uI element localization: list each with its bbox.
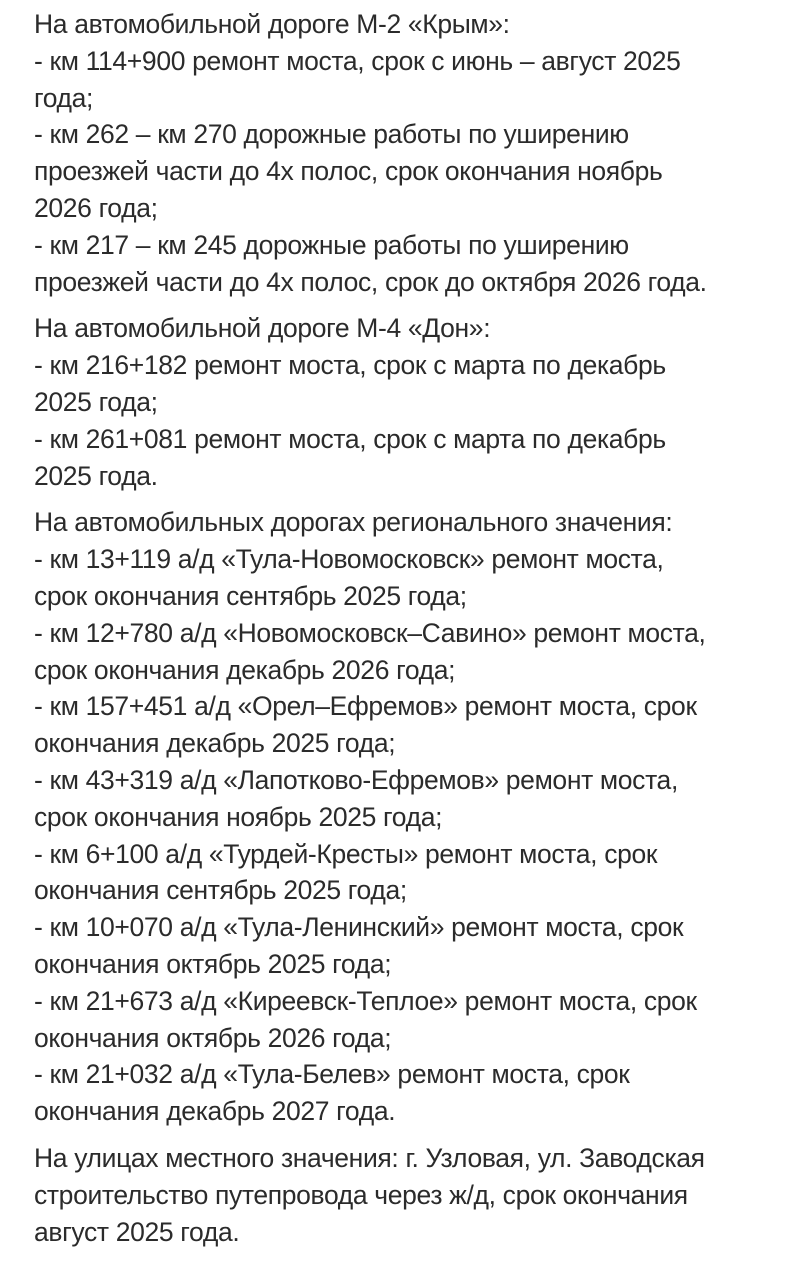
section-heading: На улицах местного значения: г. Узловая, ул. Заводская [34, 1142, 705, 1173]
text-line: - км 216+182 ремонт моста, срок с марта по декабрь [34, 350, 666, 381]
text-line: 2025 года; [34, 386, 158, 417]
text-line: срок окончания ноябрь 2025 года; [34, 801, 443, 832]
text-line: - км 262 – км 270 дорожные работы по уширению [34, 119, 629, 150]
text-line: - км 13+119 а/д «Тула-Новомосковск» ремонт моста, [34, 544, 664, 575]
text-line: строительство путепровода через ж/д, срок окончания [34, 1179, 688, 1210]
text-line: проезжей части до 4х полос, срок до октября 2026 года. [34, 266, 707, 297]
text-line: года; [34, 82, 94, 113]
text-line: окончания октябрь 2026 года; [34, 1022, 392, 1053]
text-line: окончания сентябрь 2025 года; [34, 875, 407, 906]
text-line: срок окончания декабрь 2026 года; [34, 654, 456, 685]
section-heading: На автомобильной дороге М-4 «Дон»: [34, 313, 491, 344]
text-line: срок окончания сентябрь 2025 года; [34, 580, 467, 611]
text-line: окончания декабрь 2027 года. [34, 1096, 396, 1127]
text-line: - км 43+319 а/д «Лапотково-Ефремов» ремонт моста, [34, 764, 678, 795]
text-line: - км 261+081 ремонт моста, срок с марта по декабрь [34, 423, 666, 454]
text-line: окончания декабрь 2025 года; [34, 728, 396, 759]
text-line: - км 6+100 а/д «Турдей-Кресты» ремонт моста, срок [34, 838, 658, 869]
text-line: - км 21+032 а/д «Тула-Белев» ремонт моста, срок [34, 1059, 630, 1090]
text-line: - км 10+070 а/д «Тула-Ленинский» ремонт моста, срок [34, 912, 684, 943]
section-heading: На автомобильной дороге М-2 «Крым»: [34, 9, 510, 39]
text-line: проезжей части до 4х полос, срок окончания ноябрь [34, 156, 663, 187]
message-text [34, 6, 779, 1250]
text-line: окончания октябрь 2025 года; [34, 948, 392, 979]
text-line: 2026 года; [34, 192, 158, 223]
text-line: 2025 года. [34, 460, 158, 491]
text-line: - км 114+900 ремонт моста, срок с июнь – август 2025 [34, 45, 681, 76]
text-line: август 2025 года. [34, 1216, 240, 1247]
section-regional-roads [34, 504, 779, 1130]
text-line: - км 217 – км 245 дорожные работы по уширению [34, 229, 629, 260]
section-heading: На автомобильных дорогах регионального значения: [34, 507, 673, 538]
section-m2-krym [34, 6, 779, 300]
section-m4-don [34, 310, 779, 494]
text-line: - км 12+780 а/д «Новомосковск–Савино» ремонт моста, [34, 617, 706, 648]
text-line: - км 157+451 а/д «Орел–Ефремов» ремонт моста, срок [34, 691, 697, 722]
section-local-streets [34, 1140, 779, 1250]
text-line: - км 21+673 а/д «Киреевск-Теплое» ремонт моста, срок [34, 985, 697, 1016]
